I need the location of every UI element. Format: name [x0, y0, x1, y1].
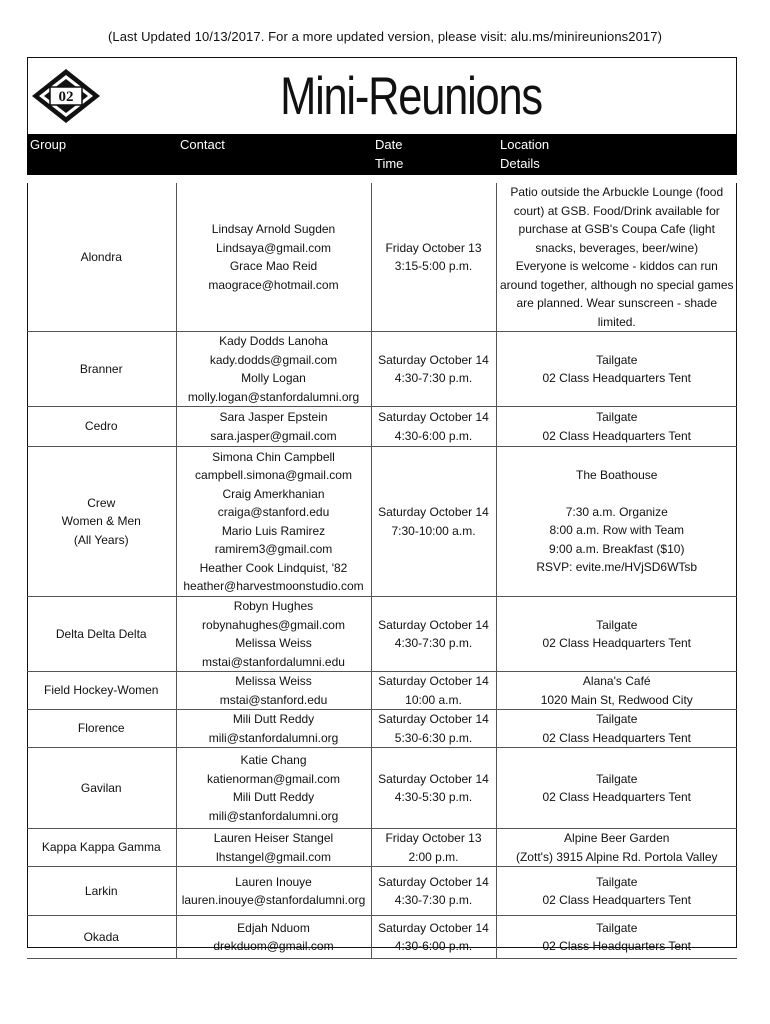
page-title: Mini-Reunions	[280, 67, 542, 126]
contact-line: Simona Chin Campbell	[212, 449, 335, 464]
contact-line: lauren.inouye@stanfordalumni.org	[181, 893, 366, 907]
date-time-cell	[371, 447, 496, 597]
contact-line: Heather Cook Lindquist, '82	[199, 560, 348, 575]
table-row	[27, 179, 737, 332]
location-line: Patio outside the Arbuckle Lounge (food court) at GSB. Food/Drink available for purchase at GSB's Coupa Cafe (light snacks, beverages, beer/wine)	[510, 185, 724, 255]
contact-line: Mario Luis Ramirez	[221, 523, 326, 538]
update-notice: (Last Updated 10/13/2017. For a more updated version, please visit: alu.ms/minireunions2017)	[107, 29, 663, 44]
header-date-time: Date Time	[371, 134, 496, 179]
header-location-details: Location Details	[496, 134, 737, 179]
date-line: 4:30-5:30 p.m.	[394, 790, 473, 804]
contact-line: Lindsay Arnold Sugden	[211, 222, 336, 236]
table-row	[27, 447, 737, 597]
group-cell	[27, 179, 176, 332]
location-line: RSVP: evite.me/HVjSD6WTsb	[536, 560, 698, 575]
date-line: Saturday October 14	[378, 674, 489, 688]
location-line: 7:30 a.m. Organize	[565, 504, 668, 519]
date-line: Saturday October 14	[378, 617, 489, 632]
contact-line: campbell.simona@gmail.com	[195, 468, 352, 482]
location-line: Tailgate	[596, 617, 638, 632]
group-line: Okada	[83, 929, 119, 944]
contact-cell	[176, 867, 371, 916]
date-time-cell	[371, 597, 496, 672]
date-line: 2:00 p.m.	[408, 849, 459, 864]
contact-line: katienorman@gmail.com	[207, 771, 340, 786]
location-line: Tailgate	[596, 920, 638, 935]
group-cell	[27, 867, 176, 916]
group-line: Larkin	[84, 883, 118, 898]
contact-line: Melissa Weiss	[235, 674, 312, 688]
date-line: Saturday October 14	[378, 771, 489, 786]
contact-cell	[176, 332, 371, 407]
group-cell	[27, 916, 176, 959]
location-line: 02 Class Headquarters Tent	[542, 893, 692, 907]
date-time-cell	[371, 407, 496, 447]
contact-line: Edjah Nduom	[237, 920, 310, 935]
contact-cell	[176, 407, 371, 447]
group-line: Crew	[87, 495, 116, 510]
date-time-cell	[371, 710, 496, 748]
location-line: (Zott's) 3915 Alpine Rd. Portola Valley	[515, 849, 718, 864]
location-line: Everyone is welcome - kiddos can run around together, although no special games are planned. Wear sunscreen - shade limited.	[499, 259, 734, 329]
group-cell	[27, 447, 176, 597]
group-cell	[27, 332, 176, 407]
contact-line: molly.logan@stanfordalumni.org	[187, 389, 360, 404]
location-line: 02 Class Headquarters Tent	[542, 730, 692, 745]
group-line: Gavilan	[80, 780, 122, 795]
table-row	[27, 332, 737, 407]
contact-cell	[176, 916, 371, 959]
date-time-cell	[371, 867, 496, 916]
location-line: 9:00 a.m. Breakfast ($10)	[549, 541, 685, 556]
contact-line: lhstangel@gmail.com	[216, 849, 331, 864]
date-line: 3:15-5:00 p.m.	[394, 259, 473, 273]
contact-line: Melissa Weiss	[235, 636, 312, 650]
date-line: 10:00 a.m.	[405, 692, 462, 707]
contact-line: ramirem3@gmail.com	[214, 542, 333, 556]
table-row	[27, 916, 737, 959]
table-row	[27, 867, 737, 916]
contact-cell	[176, 748, 371, 829]
location-line: 8:00 a.m. Row with Team	[549, 523, 684, 538]
date-time-cell	[371, 829, 496, 867]
contact-line: Sara Jasper Epstein	[219, 410, 328, 424]
header-contact: Contact	[176, 134, 371, 179]
contact-line: Mili Dutt Reddy	[232, 790, 315, 804]
group-cell	[27, 597, 176, 672]
group-line: (All Years)	[73, 532, 129, 547]
table-row	[27, 597, 737, 672]
location-details-cell	[496, 179, 737, 332]
contact-line: Craig Amerkhanian	[222, 486, 325, 501]
contact-line: mstai@stanford.edu	[219, 692, 328, 707]
location-details-cell	[496, 407, 737, 447]
location-details-cell	[496, 748, 737, 829]
location-details-cell	[496, 916, 737, 959]
contact-cell	[176, 179, 371, 332]
date-line: Friday October 13	[385, 240, 482, 255]
contact-line: Kady Dodds Lanoha	[219, 334, 328, 348]
logo-text: 02	[58, 89, 74, 105]
date-line: Saturday October 14	[378, 712, 489, 726]
contact-line: heather@harvestmoonstudio.com	[183, 579, 364, 593]
location-line: 02 Class Headquarters Tent	[542, 428, 692, 443]
table-row	[27, 407, 737, 447]
group-cell	[27, 672, 176, 710]
table-row	[27, 829, 737, 867]
contact-line: Lauren Heiser Stangel	[213, 831, 334, 845]
group-line: Alondra	[80, 249, 122, 264]
contact-line: kady.dodds@gmail.com	[209, 352, 338, 367]
contact-line: Robyn Hughes	[233, 599, 314, 613]
contact-line: Grace Mao Reid	[229, 259, 318, 273]
contact-line: sara.jasper@gmail.com	[210, 428, 337, 443]
group-line: Branner	[79, 361, 123, 376]
location-line: 02 Class Headquarters Tent	[542, 790, 692, 804]
date-line: 7:30-10:00 a.m.	[391, 523, 476, 538]
location-details-cell	[496, 829, 737, 867]
contact-line: maograce@hotmail.com	[208, 277, 339, 292]
contact-line: Lauren Inouye	[235, 874, 312, 889]
location-line: 1020 Main St, Redwood City	[540, 692, 693, 707]
group-cell	[27, 829, 176, 867]
header-group: Group	[27, 134, 176, 179]
blank-line	[500, 485, 735, 503]
location-line: The Boathouse	[576, 468, 658, 483]
location-details-cell	[496, 867, 737, 916]
location-details-cell	[496, 447, 737, 597]
contact-line: mili@stanfordalumni.org	[208, 730, 339, 745]
date-line: 4:30-6:00 p.m.	[394, 939, 473, 953]
contact-line: Mili Dutt Reddy	[232, 712, 315, 726]
group-cell	[27, 710, 176, 748]
location-line: Tailgate	[596, 352, 638, 367]
group-line: Florence	[77, 721, 125, 736]
date-line: Friday October 13	[385, 831, 482, 845]
date-line: 4:30-7:30 p.m.	[394, 893, 473, 907]
date-line: Saturday October 14	[378, 505, 489, 519]
location-line: Tailgate	[596, 771, 638, 786]
contact-cell	[176, 829, 371, 867]
group-line: Kappa Kappa Gamma	[41, 840, 161, 855]
contact-cell	[176, 710, 371, 748]
date-line: Saturday October 14	[378, 352, 489, 367]
contact-cell	[176, 597, 371, 672]
date-time-cell	[371, 672, 496, 710]
table-row	[27, 672, 737, 710]
location-line: Tailgate	[596, 874, 638, 889]
date-time-cell	[371, 332, 496, 407]
contact-cell	[176, 672, 371, 710]
location-line: 02 Class Headquarters Tent	[542, 636, 692, 650]
contact-line: mstai@stanfordalumni.edu	[202, 654, 345, 669]
date-line: 5:30-6:30 p.m.	[394, 730, 473, 745]
contact-line: mili@stanfordalumni.org	[208, 808, 339, 823]
date-line: 4:30-6:00 p.m.	[394, 428, 473, 443]
group-line: Cedro	[84, 419, 118, 434]
date-line: Saturday October 14	[378, 874, 489, 889]
contact-line: craiga@stanford.edu	[217, 505, 330, 519]
location-details-cell	[496, 597, 737, 672]
table-header	[27, 134, 737, 179]
date-line: 4:30-7:30 p.m.	[394, 371, 473, 385]
location-details-cell	[496, 332, 737, 407]
location-line: Tailgate	[596, 712, 638, 726]
group-line: Field Hockey-Women	[44, 683, 159, 698]
location-line: 02 Class Headquarters Tent	[542, 939, 692, 953]
contact-line: drekduom@gmail.com	[213, 939, 334, 953]
location-line: Tailgate	[596, 410, 638, 424]
contact-line: robynahughes@gmail.com	[202, 617, 345, 632]
date-line: Saturday October 14	[378, 410, 489, 424]
contact-line: Katie Chang	[240, 753, 307, 767]
group-cell	[27, 748, 176, 829]
table-row	[27, 710, 737, 748]
class-logo	[28, 67, 104, 125]
location-line: Alana's Café	[582, 674, 651, 688]
group-line: Delta Delta Delta	[55, 626, 147, 641]
contact-cell	[176, 447, 371, 597]
group-line: Women & Men	[61, 514, 141, 529]
date-time-cell	[371, 748, 496, 829]
date-line: 4:30-7:30 p.m.	[394, 636, 473, 650]
location-line: 02 Class Headquarters Tent	[542, 371, 692, 385]
reunion-table	[27, 134, 737, 959]
location-line: Alpine Beer Garden	[564, 831, 670, 845]
contact-line: Lindsaya@gmail.com	[216, 240, 331, 255]
date-line: Saturday October 14	[378, 920, 489, 935]
group-cell	[27, 407, 176, 447]
date-time-cell	[371, 916, 496, 959]
location-details-cell	[496, 672, 737, 710]
date-time-cell	[371, 179, 496, 332]
contact-line: Molly Logan	[241, 371, 306, 385]
table-row	[27, 748, 737, 829]
location-details-cell	[496, 710, 737, 748]
